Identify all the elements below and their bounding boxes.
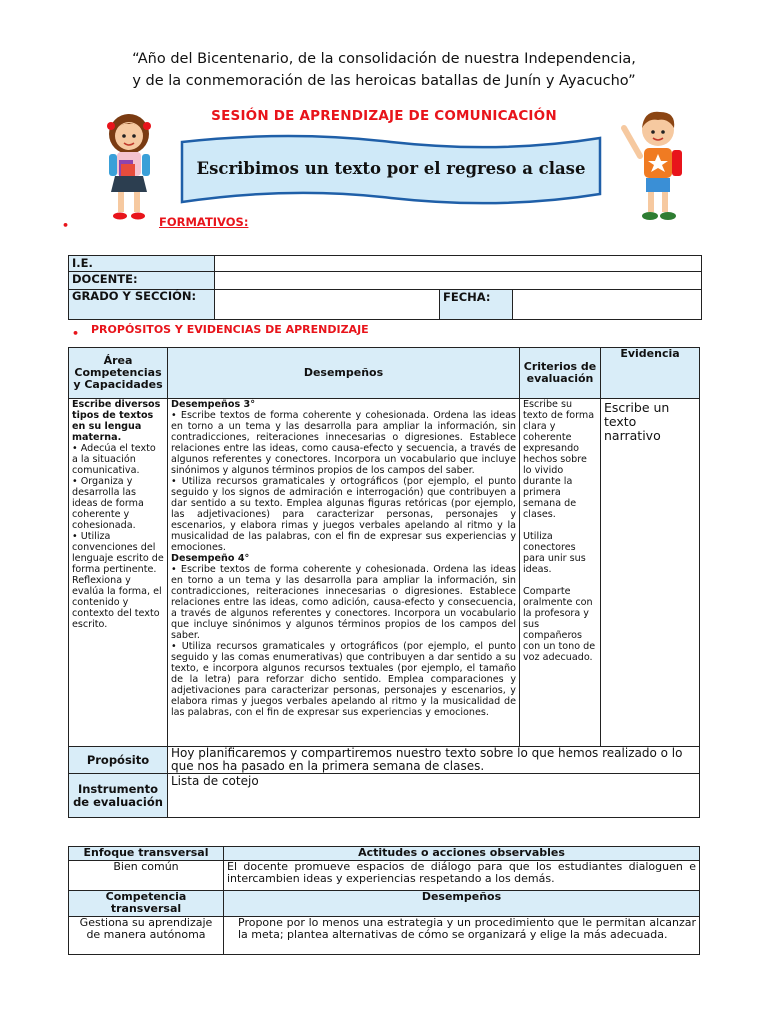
header-desempenos: Desempeños [168, 348, 520, 399]
competencia-cell [69, 399, 168, 747]
desempeno-4-p2: • Utiliza recursos gramaticales y ortográficos (por ejemplo, el punto seguido y las comas enumerativas) que contribuyen a dar sentido a su texto, e incorpora algunos recursos textuales (por ejemplo, el tamaño de la letra) para reforzar dicho sentido. Emplea comparaciones y adjetivaciones para caracterizar personas, personajes y escenarios, y elabora rimas y juegos verbales apelando al ritmo y la musicalidad de las palabras, con el fin de expresar sus experiencias y emociones. [171, 641, 516, 718]
ie-label: I.E. [69, 256, 215, 272]
boy-illustration [618, 106, 694, 224]
criterio-2: Utiliza conectores para unir sus ideas. [523, 531, 586, 575]
enfoque-table [68, 846, 700, 955]
desempeno-4-title: Desempeño 4° [171, 553, 250, 564]
docente-value-cell[interactable] [215, 272, 702, 290]
header-line-1: “Año del Bicentenario, de la consolidación de nuestra Independencia, [132, 51, 636, 67]
propositos-heading: PROPÓSITOS Y EVIDENCIAS DE APRENDIZAJE [91, 323, 369, 336]
header-criterios: Criterios de evaluación [520, 348, 601, 399]
desempeno-3-p2: • Utiliza recursos gramaticales y ortográficos (por ejemplo, el punto seguido y los signos de admiración e interrogación) que contribuyen a dar sentido a su texto. Emplea algunas figuras retóricas (por ejemplo, las adjetivaciones) para caracterizar personas, personajes y escenarios, y elabora rimas y juegos verbales apelando al ritmo y la musicalidad de las palabras, con el fin de expresar sus experiencias y emociones. [171, 476, 516, 553]
desempeno-3-p1: • Escribe textos de forma coherente y cohesionada. Ordena las ideas en torno a un tema y las desarrolla para ampliar la información, sin contradicciones, reiteraciones innecesarias o digresiones. Establece relaciones entre las ideas, como causa-efecto y secuencia, a través de algunos referentes y conectores. Incorpora un vocabulario que incluye sinónimos y algunos términos propios de los campos del saber. [171, 410, 516, 476]
propositos-bullet: • [72, 327, 80, 340]
ie-value-cell[interactable] [215, 256, 702, 272]
banner-title: Escribimos un texto por el regreso a clase [196, 159, 586, 178]
criterio-1: Escribe su texto de forma clara y coherente expresando hechos sobre lo vivido durante la primera semana de clases. [523, 399, 595, 520]
desempenos-cell [168, 399, 520, 747]
actitud-value: El docente promueve espacios de diálogo para que los estudiantes dialoguen e intercambien ideas y experiencias respetando a los demás. [224, 861, 700, 891]
desempeno-3-title: Desempeños 3° [171, 399, 256, 410]
instrumento-label: Instrumento de evaluación [69, 774, 168, 818]
evidencia-cell: Escribe un texto narrativo [601, 399, 700, 747]
capacidad-item: • Organiza y desarrolla las ideas de forma coherente y cohesionada. [72, 476, 144, 531]
desempeno-transversal-value: Propone por lo menos una estrategia y un procedimiento que le permitan alcanzar la meta; plantea alternativas de cómo se organizará y elige la más adecuada. [224, 917, 700, 955]
girl-illustration [95, 108, 165, 223]
formativos-bullet: • [62, 219, 70, 232]
info-table [68, 255, 702, 320]
capacidad-item: • Adecúa el texto a la situación comunicativa. [72, 443, 156, 476]
fecha-value-cell[interactable] [513, 290, 702, 320]
header-line-2: y de la conmemoración de las heroicas batallas de Junín y Ayacucho” [132, 73, 636, 89]
main-table [68, 347, 700, 818]
enfoque-header: Enfoque transversal [69, 847, 224, 861]
grado-value-cell[interactable] [215, 290, 440, 320]
formativos-heading: FORMATIVOS: [159, 215, 249, 229]
docente-label: DOCENTE: [69, 272, 215, 290]
instrumento-text: Lista de cotejo [168, 774, 700, 818]
fecha-label: FECHA: [440, 290, 513, 320]
desempenos-transversal-header: Desempeños [224, 891, 700, 917]
competencia-title: Escribe diversos tipos de textos en su lengua materna. [72, 399, 161, 443]
competencia-transversal-header: Competencia transversal [69, 891, 224, 917]
capacidad-item: • Utiliza convenciones del lenguaje escrito de forma pertinente. Reflexiona y evalúa la forma, el contenido y contexto del texto escrito. [72, 531, 164, 630]
desempeno-4-p1: • Escribe textos de forma coherente y cohesionada. Ordena las ideas en torno a un tema y las desarrolla para ampliar la información, sin contradicciones, reiteraciones innecesarias o digresiones. Establece relaciones entre las ideas, como adición, causa-efecto y consecuencia, a través de algunos referentes y conectores. Incorpora un vocabulario que incluye sinónimos y algunos términos propios de los campos del saber. [171, 564, 516, 641]
criterios-cell [520, 399, 601, 747]
session-title: SESIÓN DE APRENDIZAJE DE COMUNICACIÓN [211, 108, 557, 124]
proposito-label: Propósito [69, 747, 168, 774]
header-area: Área Competencias y Capacidades [69, 348, 168, 399]
enfoque-value: Bien común [69, 861, 224, 891]
competencia-transversal-value: Gestiona su aprendizaje de manera autónoma [69, 917, 224, 955]
header-evidencia: Evidencia [601, 348, 700, 399]
actitudes-header: Actitudes o acciones observables [224, 847, 700, 861]
proposito-text: Hoy planificaremos y compartiremos nuestro texto sobre lo que hemos realizado o lo que nos ha pasado en la primera semana de clases. [168, 747, 700, 774]
criterio-3: Comparte oralmente con la profesora y sus compañeros con un tono de voz adecuado. [523, 586, 596, 663]
grado-label: GRADO Y SECCIÓN: [69, 290, 215, 320]
